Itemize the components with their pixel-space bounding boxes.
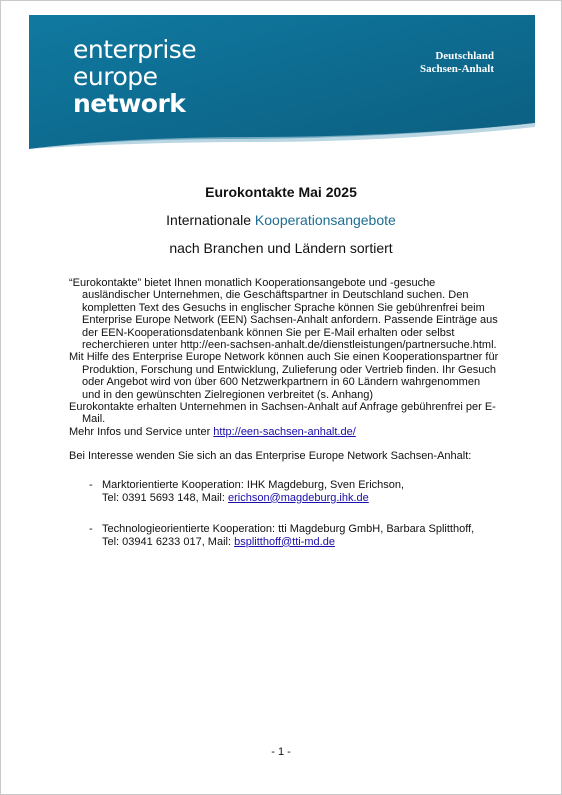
logo-line-enterprise: enterprise [73, 35, 197, 64]
region-label [420, 50, 494, 76]
page-number: - 1 - [271, 746, 291, 758]
intro-paragraph: “Eurokontakte” bietet Ihnen monatlich Kooperationsangebote und -gesuche ausländischer Unternehmen, die Geschäftspartner in Deutschland suchen. Den kompletten Text des Gesuchs in englischer Sprache können Sie gebührenfrei beim Enterprise Europe Network (EEN) Sachsen-Anhalt anfordern. Passende Einträge aus der EEN-Kooperationsdatenbank können Sie per E-Mail erhalten oder selbst recherchieren unter http://een-sachsen-anhalt.de/dienstleistungen/partnersuche.html. [69, 277, 498, 352]
logo-line-network: network [73, 89, 186, 118]
logo-line-europe: europe [73, 62, 158, 91]
contact-tel-line [102, 536, 499, 549]
contact-item-technology [69, 523, 499, 549]
contact-item-market [69, 479, 499, 505]
contact-description: Technologieorientierte Kooperation: tti Magdeburg GmbH, Barbara Splitthoff, [102, 522, 475, 535]
document-title: Eurokontakte Mai 2025 [205, 184, 357, 200]
contact-tel-line [102, 492, 499, 505]
list-dash: - [89, 478, 93, 491]
subtitle-line1 [1, 212, 561, 228]
contact-mail-link[interactable]: erichson@magdeburg.ihk.de [227, 491, 369, 504]
region-country: Deutschland [435, 50, 494, 62]
contact-tel: Tel: 03941 6233 017, Mail: [102, 535, 235, 548]
subtitle-accent: Kooperationsangebote [254, 212, 396, 228]
subtitle-prefix: Internationale [166, 212, 255, 228]
free-email-paragraph: Eurokontakte erhalten Unternehmen in Sachsen-Anhalt auf Anfrage gebührenfrei per E-Mail. [69, 401, 496, 426]
body-text [69, 277, 499, 549]
network-paragraph: Mit Hilfe des Enterprise Europe Network können auch Sie einen Kooperationspartner für Produktion, Forschung und Entwicklung, Zulieferung oder Vertrieb finden. Ihr Gesuch oder Angebot wird von über 600 Netzwerkpartnern in 60 Ländern wahrgenommen und in den gewünschten Zielregionen verbreitet (s. Anhang) [69, 351, 499, 401]
header-banner [29, 15, 535, 149]
een-website-link[interactable]: http://een-sachsen-anhalt.de/ [213, 425, 356, 438]
subtitle-line2: nach Branchen und Ländern sortiert [169, 240, 393, 256]
more-info-text: Mehr Infos und Service unter [69, 425, 214, 438]
region-state: Sachsen-Anhalt [420, 63, 494, 75]
contact-tel: Tel: 0391 5693 148, Mail: [102, 491, 228, 504]
een-logo [73, 37, 196, 118]
interest-paragraph: Bei Interesse wenden Sie sich an das Enterprise Europe Network Sachsen-Anhalt: [69, 450, 472, 463]
contact-mail-link[interactable]: bsplitthoff@tti-md.de [234, 535, 335, 548]
list-dash: - [89, 522, 93, 535]
contact-description: Marktorientierte Kooperation: IHK Magdeburg, Sven Erichson, [102, 478, 405, 491]
more-info-paragraph [69, 426, 499, 438]
